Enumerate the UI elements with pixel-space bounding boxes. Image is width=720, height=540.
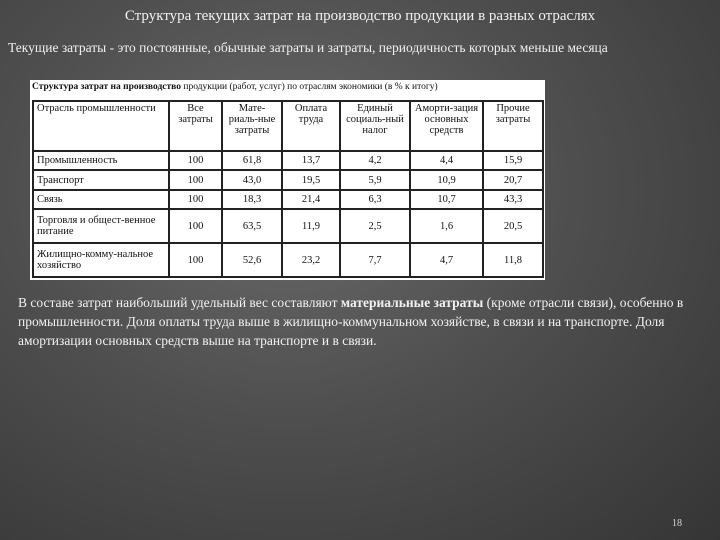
cell-industry: Транспорт	[33, 170, 169, 189]
cell-industry: Жилищно-комму-нальное хозяйство	[33, 243, 169, 277]
cell-wages: 11,9	[282, 209, 340, 243]
cell-depreciation: 10,7	[410, 190, 483, 209]
cell-social-tax: 6,3	[340, 190, 410, 209]
header-wages: Оплата труда	[282, 101, 340, 151]
cell-total: 100	[169, 209, 222, 243]
conclusion-text-end: (кроме отрасли связи), особенно в промышленности. Доля оплаты труда выше в жилищно-коммунальном хозяйстве, в связи и на транспорте. Доля амортизации основных средств выше на транспорте и в связи.	[18, 295, 684, 348]
cell-other: 15,9	[483, 151, 543, 170]
table-caption-bold: Структура затрат на производство	[32, 82, 181, 92]
cost-structure-table	[32, 100, 544, 278]
table-row	[33, 243, 543, 277]
table-row	[33, 190, 543, 209]
cell-material: 43,0	[222, 170, 282, 189]
table-caption-rest: продукции (работ, услуг) по отраслям экономики (в % к итогу)	[180, 82, 438, 92]
table-row	[33, 170, 543, 189]
cell-industry: Связь	[33, 190, 169, 209]
cell-material: 63,5	[222, 209, 282, 243]
header-industry: Отрасль промышленности	[33, 101, 169, 151]
header-social-tax: Единый социаль-ный налог	[340, 101, 410, 151]
header-depreciation: Аморти-зация основных средств	[410, 101, 483, 151]
header-material: Мате-риаль-ные затраты	[222, 101, 282, 151]
cell-total: 100	[169, 190, 222, 209]
cell-other: 11,8	[483, 243, 543, 277]
cell-other: 20,5	[483, 209, 543, 243]
cell-wages: 19,5	[282, 170, 340, 189]
cell-social-tax: 7,7	[340, 243, 410, 277]
table-image	[30, 80, 545, 280]
cell-industry: Торговля и общест-венное питание	[33, 209, 169, 243]
cell-material: 61,8	[222, 151, 282, 170]
cell-total: 100	[169, 151, 222, 170]
table-caption	[32, 82, 544, 97]
cell-material: 18,3	[222, 190, 282, 209]
cell-industry: Промышленность	[33, 151, 169, 170]
cell-wages: 23,2	[282, 243, 340, 277]
slide-subtitle: Текущие затраты - это постоянные, обычные затраты и затраты, периодичность которых меньше месяца	[8, 40, 608, 55]
cell-depreciation: 4,4	[410, 151, 483, 170]
table-header-row	[33, 101, 543, 151]
cell-total: 100	[169, 243, 222, 277]
cell-other: 20,7	[483, 170, 543, 189]
cell-social-tax: 4,2	[340, 151, 410, 170]
cell-total: 100	[169, 170, 222, 189]
cell-social-tax: 2,5	[340, 209, 410, 243]
header-total: Все затраты	[169, 101, 222, 151]
cell-depreciation: 10,9	[410, 170, 483, 189]
conclusion-paragraph	[18, 293, 688, 350]
page-number: 18	[672, 518, 682, 529]
cell-other: 43,3	[483, 190, 543, 209]
cell-wages: 21,4	[282, 190, 340, 209]
conclusion-text-bold: материальные затраты	[340, 295, 484, 310]
slide-title: Структура текущих затрат на производство продукции в разных отраслях	[124, 8, 596, 24]
cell-depreciation: 1,6	[410, 209, 483, 243]
header-other: Прочие затраты	[483, 101, 543, 151]
table-row	[33, 209, 543, 243]
cell-depreciation: 4,7	[410, 243, 483, 277]
table-row	[33, 151, 543, 170]
cell-wages: 13,7	[282, 151, 340, 170]
conclusion-text-start: В составе затрат наибольший удельный вес составляют	[18, 295, 341, 310]
cell-material: 52,6	[222, 243, 282, 277]
cell-social-tax: 5,9	[340, 170, 410, 189]
